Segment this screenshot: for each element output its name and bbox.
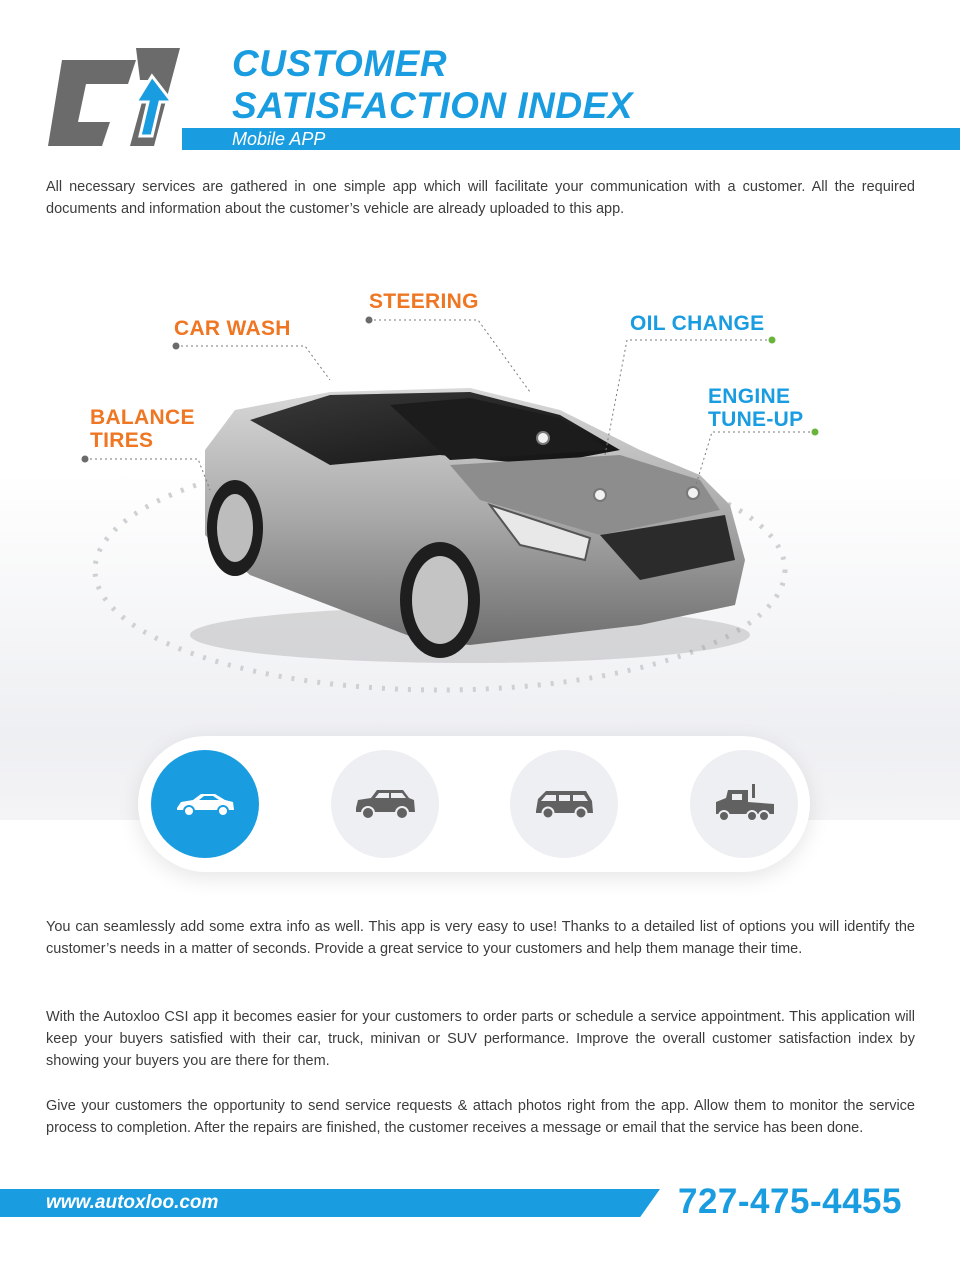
service-label-steering[interactable]: STEERING	[369, 290, 479, 313]
footer-phone-number[interactable]: 727-475-4455	[678, 1182, 902, 1221]
vehicle-option-minivan[interactable]	[510, 750, 618, 858]
footer-website-link[interactable]: www.autoxloo.com	[46, 1192, 219, 1213]
service-label-engine-line2[interactable]: TUNE-UP	[708, 408, 804, 431]
body-paragraph-1: You can seamlessly add some extra info as well. This app is very easy to use! Thanks to a detailed list of options you will identify the customer’s needs in a matter of seconds. Provide a great service to your customers and help them manage their time.	[46, 919, 915, 957]
page-title-line1: CUSTOMER	[232, 43, 448, 84]
service-label-engine-line1[interactable]: ENGINE	[708, 385, 791, 408]
autoxloo-logo-icon	[44, 40, 184, 160]
service-label-balance-line2[interactable]: TIRES	[90, 429, 154, 452]
body-paragraph-2: With the Autoxloo CSI app it becomes easier for your customers to order parts or schedule a service appointment. This application will keep your buyers satisfied with their car, truck, minivan or SUV performance. Improve the overall customer satisfaction index by showing your buyers you are there for them.	[46, 1009, 915, 1069]
service-label-oil-change[interactable]: OIL CHANGE	[630, 312, 765, 335]
minivan-icon	[532, 787, 596, 821]
service-label-car-wash[interactable]: CAR WASH	[174, 317, 291, 340]
vehicle-option-truck[interactable]	[690, 750, 798, 858]
vehicle-option-sedan[interactable]	[151, 750, 259, 858]
body-paragraph-3: Give your customers the opportunity to send service requests & attach photos right from the app. Allow them to monitor the service process to completion. After the repairs are finished, the customer receives a message or email that the service has been done.	[46, 1098, 915, 1136]
suv-icon	[353, 786, 417, 822]
page-title-line2: SATISFACTION INDEX	[232, 85, 633, 126]
page-subtitle: Mobile APP	[232, 129, 326, 149]
intro-paragraph: All necessary services are gathered in one simple app which will facilitate your communication with a customer. All the required documents and information about the customer’s vehicle are already uploaded to this app.	[46, 179, 915, 217]
vehicle-option-suv[interactable]	[331, 750, 439, 858]
service-label-balance-line1[interactable]: BALANCE	[90, 406, 195, 429]
sedan-icon	[173, 788, 237, 820]
truck-icon	[712, 782, 776, 826]
car-illustration	[0, 260, 960, 720]
